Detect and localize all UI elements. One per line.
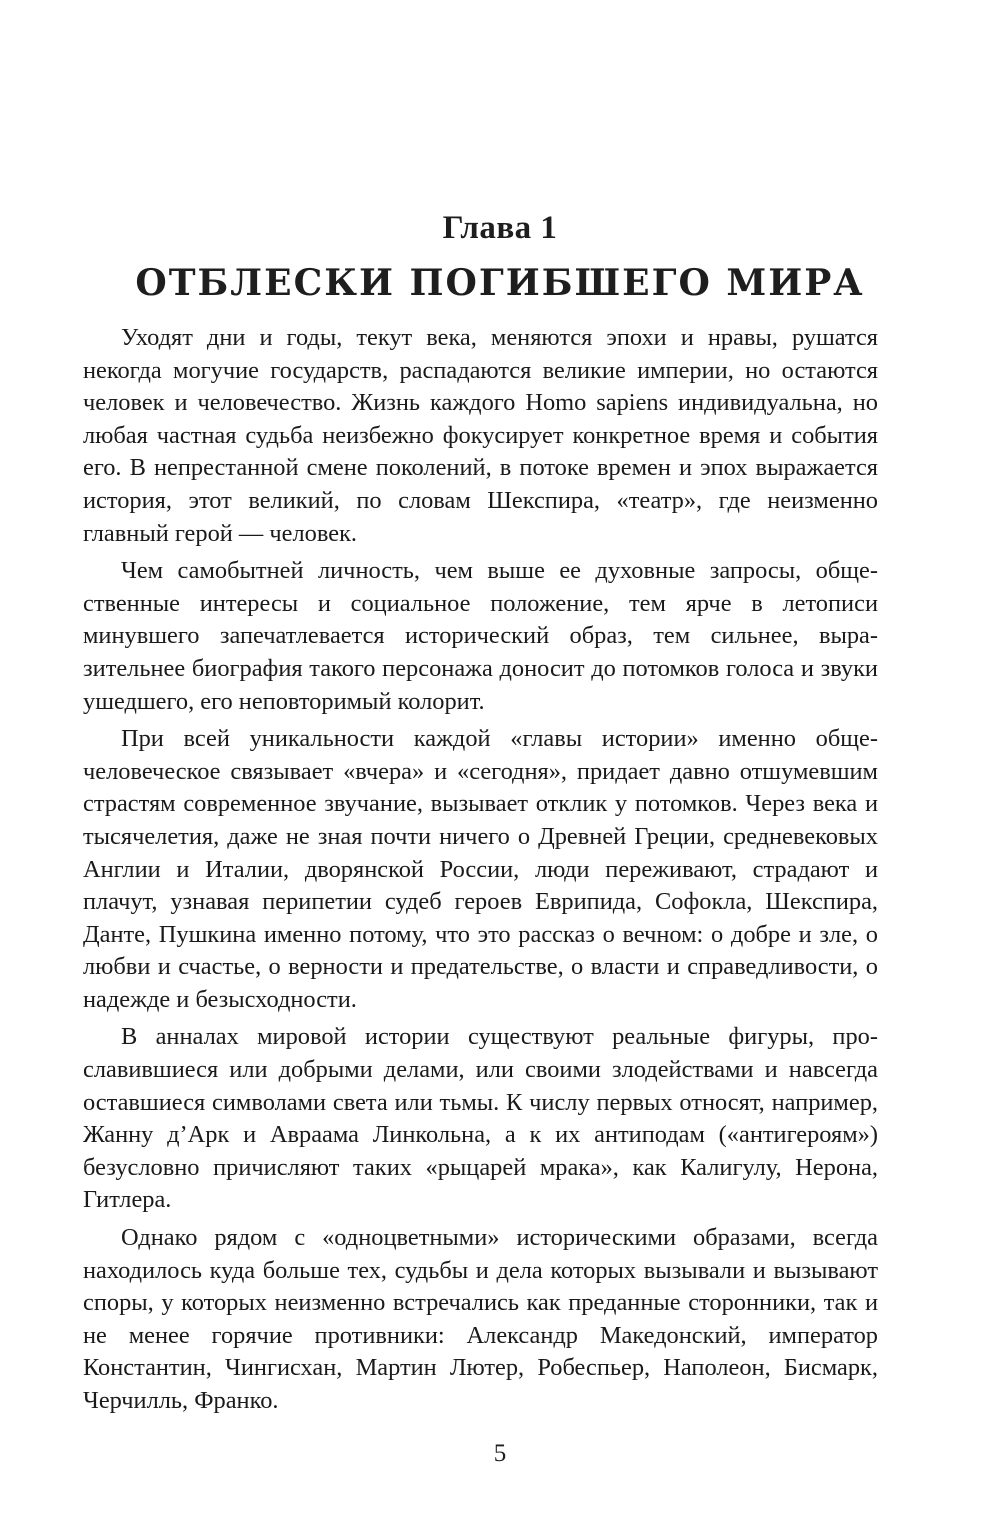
paragraph-2: Чем самобытней личность, чем выше ее духовные запросы, общественные интересы и социальное положение, тем ярче в летописи минувшего запечатлевается исторический образ, тем сильнее, выразительнее биография такого персонажа доносит до потомков голоса и звуки ушедшего, его неповторимый колорит. bbox=[83, 557, 878, 715]
paragraph-5: Однако рядом с «одноцветными» историческими образами, всегда находилось куда больше тех, судьбы и дела которых вызывали и вызывают споры, у которых неизменно встречались как преданные сторонники, так и не менее горячие противники: Александр Македонский, император Константин, Чингисхан, Мартин Лютер, Робеспьер, Наполеон, Бисмарк, Черчилль, Франко. bbox=[83, 1224, 878, 1414]
page-number: 5 bbox=[493, 1440, 507, 1467]
chapter-label: Глава 1 bbox=[442, 210, 558, 246]
paragraph-4: В анналах мировой истории существуют реальные фигуры, прославившиеся или добрыми делами, или своими злодействами и навсегда оставшиеся символами света или тьмы. К числу первых относят, например, Жанну д’Арк и Авраама Линкольна, а к их антиподам («антигероям») безусловно причисляют таких «рыцарей мрака», как Калигулу, Нерона, Гитлера. bbox=[83, 1023, 878, 1214]
paragraph-3: При всей уникальности каждой «главы истории» именно общечеловеческое связывает «вчера» и «сегодня», придает давно отшумевшим страстям современное звучание, вызывает отклик у потомков. Через века и тысячелетия, даже не зная почти ничего о Древней Греции, средневековых Англии и Италии, дворянской России, люди переживают, страдают и плачут, узнавая перипетии судеб героев Еврипида, Софокла, Шекспира, Данте, Пушкина именно потому, что это рассказ о вечном: о добре и зле, о любви и счастье, о верности и предательстве, о власти и справедливости, о надежде и безысходности. bbox=[83, 725, 878, 1013]
chapter-title: ОТБЛЕСКИ ПОГИБШЕГО МИРА bbox=[135, 262, 865, 304]
paragraph-1: Уходят дни и годы, текут века, меняются эпохи и нравы, рушатся некогда могучие государств, распадаются великие империи, но остаются человек и человечество. Жизнь каждого Homo sapiens индивидуальна, но любая частная судьба неизбежно фокусирует конкретное время и события его. В непрестанной смене поколений, в потоке времен и эпох выражается история, этот великий, по словам Шекспира, «театр», где неизменно главный герой — человек. bbox=[83, 324, 878, 547]
body-text bbox=[83, 322, 878, 1423]
